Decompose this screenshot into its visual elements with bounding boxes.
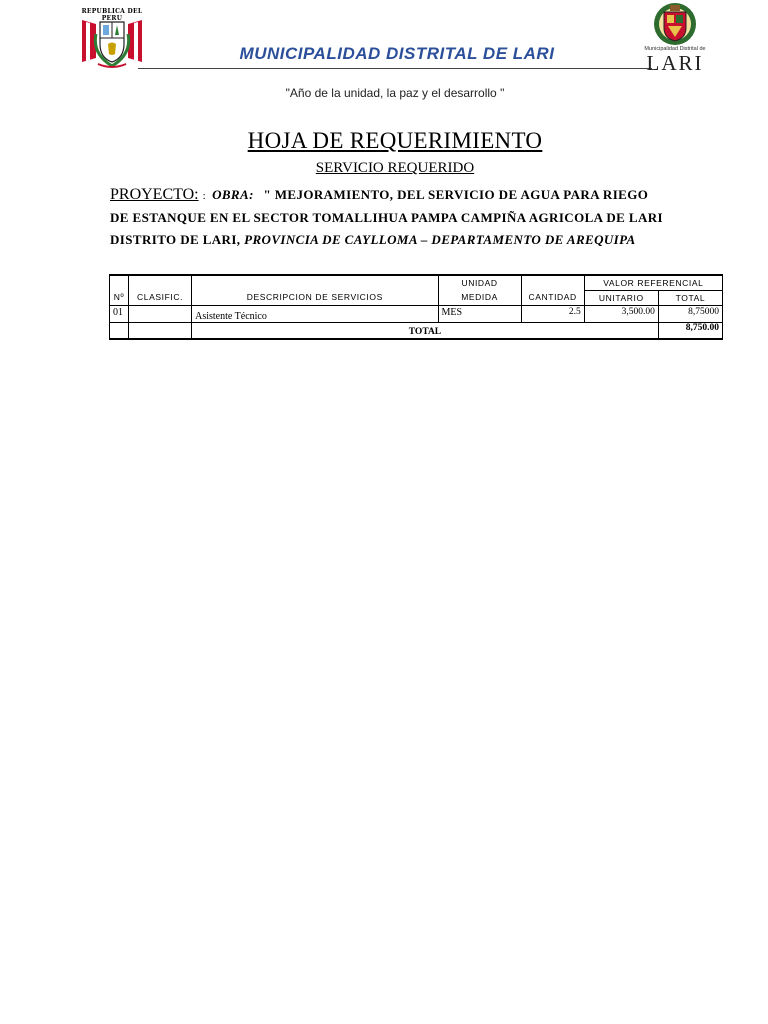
lari-logo-caption: Municipalidad Distrital de	[644, 46, 706, 52]
total-blank-cell	[110, 322, 129, 339]
obra-label: OBRA:	[212, 187, 254, 202]
header-medida: MEDIDA	[438, 290, 521, 305]
row-descripcion: Asistente Técnico	[192, 305, 438, 322]
lari-municipal-logo	[634, 2, 716, 74]
project-text: " MEJORAMIENTO, DEL SERVICIO DE AGUA PARA RIEGO DE ESTANQUE EN EL SECTOR TOMALLIHUA PAMPA CAMPIÑA AGRICOLA DE LARI DISTRITO DE LARI,	[110, 187, 663, 247]
row-total: 8,75000	[658, 305, 722, 322]
header-cell	[129, 275, 192, 290]
municipality-title: MUNICIPALIDAD DISTRITAL DE LARI	[239, 44, 555, 63]
project-location-text: PROVINCIA DE CAYLLOMA – DEPARTAMENTO DE AREQUIPA	[244, 232, 636, 247]
header-cantidad: CANTIDAD	[521, 290, 584, 305]
row-unitario: 3,500.00	[584, 305, 658, 322]
header-unidad: UNIDAD	[438, 275, 521, 290]
project-label: PROYECTO:	[110, 186, 199, 203]
document-title: HOJA DE REQUERIMIENTO	[247, 128, 543, 153]
row-unidad: MES	[438, 305, 521, 322]
peru-coat-of-arms-icon	[76, 4, 148, 72]
header-num: Nº	[110, 290, 129, 305]
lari-logo-word: LARI	[646, 51, 704, 75]
year-motto: "Año de la unidad, la paz y el desarrollo "	[285, 86, 505, 100]
letterhead	[62, 0, 718, 76]
header-cell	[110, 275, 129, 290]
table-total-row	[110, 322, 723, 339]
header-unitario: UNITARIO	[584, 290, 658, 305]
header-total: TOTAL	[658, 290, 722, 305]
header-clasific: CLASIFIC.	[129, 290, 192, 305]
header-cell	[192, 275, 438, 290]
row-cantidad: 2.5	[521, 305, 584, 322]
total-value: 8,750.00	[658, 322, 722, 339]
total-label: TOTAL	[192, 322, 659, 339]
requirements-table	[109, 274, 723, 340]
header-valor-referencial: VALOR REFERENCIAL	[584, 275, 722, 290]
row-clasific	[129, 305, 192, 322]
table-header-row	[110, 275, 723, 290]
header-descripcion: DESCRIPCION DE SERVICIOS	[192, 290, 438, 305]
header-cell	[521, 275, 584, 290]
total-blank-cell	[129, 322, 192, 339]
row-num: 01	[110, 305, 129, 322]
project-description	[110, 184, 670, 251]
header-divider	[138, 68, 652, 69]
table-header-row	[110, 290, 723, 305]
project-colon: :	[202, 190, 207, 202]
lari-municipal-shield-icon	[634, 2, 716, 46]
document-subtitle: SERVICIO REQUERIDO	[315, 160, 475, 176]
table-row	[110, 305, 723, 322]
republica-del-peru-text: REPUBLICA DEL PERU	[81, 8, 143, 22]
